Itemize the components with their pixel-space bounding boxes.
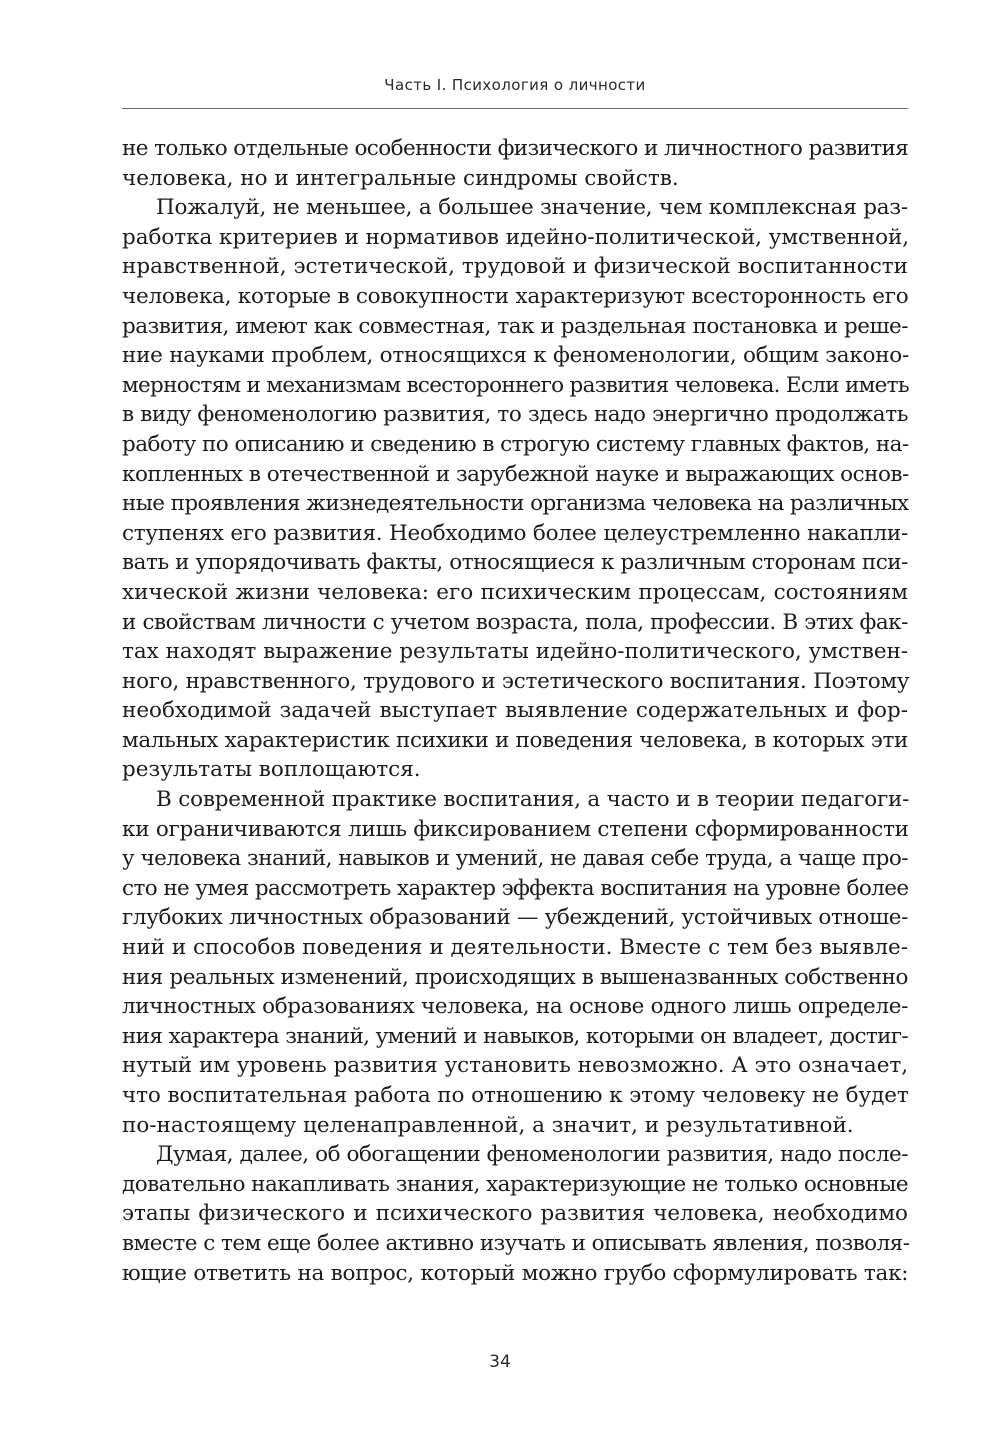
text-line: вместе с тем еще более активно изучать и описывать явления, позволя- [122,1230,910,1256]
text-line: В современной практике воспитания, а часто и в теории педагоги- [156,787,910,813]
text-line: работка критериев и нормативов идейно-политической, умственной, [122,224,910,250]
text-line: ступенях его развития. Необходимо более целеустремленно накапли- [122,520,908,546]
text-line: ния реальных изменений, происходящих в вышеназванных собственно [122,964,908,990]
text-line: Думая, далее, об обогащении феноменологии развития, надо после- [156,1142,908,1168]
text-line: и свойствам личности с учетом возраста, пола, профессии. В этих фак- [122,609,908,635]
text-line: сто не умея рассмотреть характер эффекта воспитания на уровне более [122,875,909,901]
text-line: глубоких личностных образований — убеждений, устойчивых отноше- [122,905,908,931]
text-line: личностных образованиях человека, на основе одного лишь определе- [122,994,908,1020]
text-line: довательно накапливать знания, характеризующие не только основные [122,1171,908,1197]
text-line: в виду феноменологию развития, то здесь надо энергично продолжать [122,402,908,428]
text-line: вать и упорядочивать факты, относящиеся к различным сторонам пси- [122,550,908,576]
text-line: развития, имеют как совместная, так и раздельная постановка и реше- [122,313,908,339]
text-line: ного, нравственного, трудового и эстетического воспитания. Поэтому [122,668,910,694]
text-line: мальных характеристик психики и поведения человека, в которых эти [122,727,908,753]
body-text [122,134,908,1288]
text-line: Пожалуй, не меньшее, а большее значение, чем комплексная раз- [156,195,908,221]
text-line: ний и способов поведения и деятельности. Вместе с тем без выявле- [122,935,908,961]
header-rule [122,108,908,109]
text-line: тах находят выражение результаты идейно-политического, умствен- [122,639,908,665]
text-line: ки ограничиваются лишь фиксированием степени сформированности [122,816,909,842]
text-line: у человека знаний, навыков и умений, не давая себе труда, а чаще про- [122,846,908,872]
text-line: ния характера знаний, умений и навыков, которыми он владеет, достиг- [122,1023,908,1049]
text-line: по-настоящему целенаправленной, а значит, и результативной. [122,1112,854,1138]
text-line: хической жизни человека: его психическим процессам, состояниям [122,579,908,605]
text-line: мерностям и механизмам всестороннего развития человека. Если иметь [122,372,909,398]
text-line: нравственной, эстетической, трудовой и физической воспитанности [122,254,908,280]
text-line: ные проявления жизнедеятельности организма человека на различных [122,491,909,517]
text-line: необходимой задачей выступает выявление содержательных и фор- [122,698,908,724]
text-line: человека, но и интегральные синдромы свойств. [122,165,679,191]
text-line: ющие ответить на вопрос, который можно грубо сформулировать так: [122,1260,909,1286]
text-line: этапы физического и психического развития человека, необходимо [122,1201,908,1227]
text-line: нутый им уровень развития установить невозможно. А это означает, [122,1053,908,1079]
running-header: Часть I. Психология о личности [384,76,646,94]
text-line: человека, которые в совокупности характеризуют всесторонность его [122,283,909,309]
text-line: результаты воплощаются. [122,757,421,783]
text-line: копленных в отечественной и зарубежной науке и выражающих основ- [122,461,909,487]
text-line: работу по описанию и сведению в строгую систему главных фактов, на- [122,431,909,457]
text-line: не только отдельные особенности физического и личностного развития [122,136,909,161]
text-line: что воспитательная работа по отношению к этому человеку не будет [122,1083,909,1108]
page-number: 34 [489,1352,511,1372]
text-line: ние науками проблем, относящихся к феноменологии, общим законо- [122,343,910,369]
